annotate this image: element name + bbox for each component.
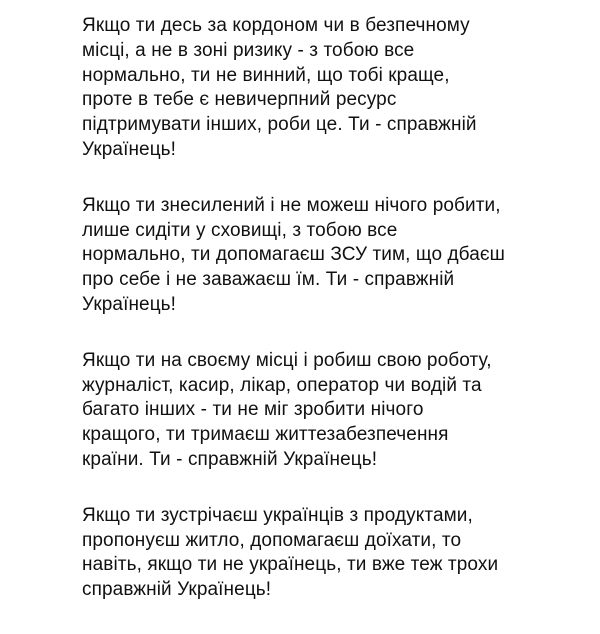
paragraph-3 xyxy=(82,349,597,473)
text-line: Якщо ти десь за кордоном чи в безпечному xyxy=(82,15,470,36)
message-text xyxy=(82,14,597,634)
text-line: Українець! xyxy=(82,293,177,315)
text-line: Українець! xyxy=(82,138,177,160)
text-line: нормально, ти не винний, що тобі краще, xyxy=(82,64,450,86)
text-line: про себе і не заважаєш їм. Ти - справжній xyxy=(82,269,455,291)
text-line: багато інших - ти не міг зробити нічого xyxy=(82,399,424,421)
text-line: підтримувати інших, роби це. Ти - справжній xyxy=(82,114,477,136)
text-line: Якщо ти на своєму місці і робиш свою роботу, xyxy=(82,349,492,371)
paragraph-2 xyxy=(82,194,597,318)
text-line: лише сидіти у сховищі, з тобою все xyxy=(82,219,398,241)
text-line: місці, а не в зоні ризику - з тобою все xyxy=(82,39,415,61)
text-line: кращого, ти тримаєш життезабезпечення xyxy=(82,424,449,446)
text-line: навіть, якщо ти не українець, ти вже теж трохи xyxy=(82,554,499,576)
paragraph-1 xyxy=(82,14,597,163)
text-line: проте в тебе є невичерпний ресурс xyxy=(82,89,397,111)
text-line: країни. Ти - справжній Українець! xyxy=(82,448,378,470)
text-line: справжній Українець! xyxy=(82,579,272,601)
text-line: нормально, ти допомагаєш ЗСУ тим, що дбаєш xyxy=(82,244,506,266)
text-line: Якщо ти зустрічаєш українців з продуктами, xyxy=(82,504,473,526)
text-line: Якщо ти знесилений і не можеш нічого робити, xyxy=(82,194,501,216)
text-line: журналіст, касир, лікар, оператор чи водій та xyxy=(82,374,482,396)
paragraph-4 xyxy=(82,504,597,603)
text-line: пропонуєш житло, допомагаєш доїхати, то xyxy=(82,529,462,551)
